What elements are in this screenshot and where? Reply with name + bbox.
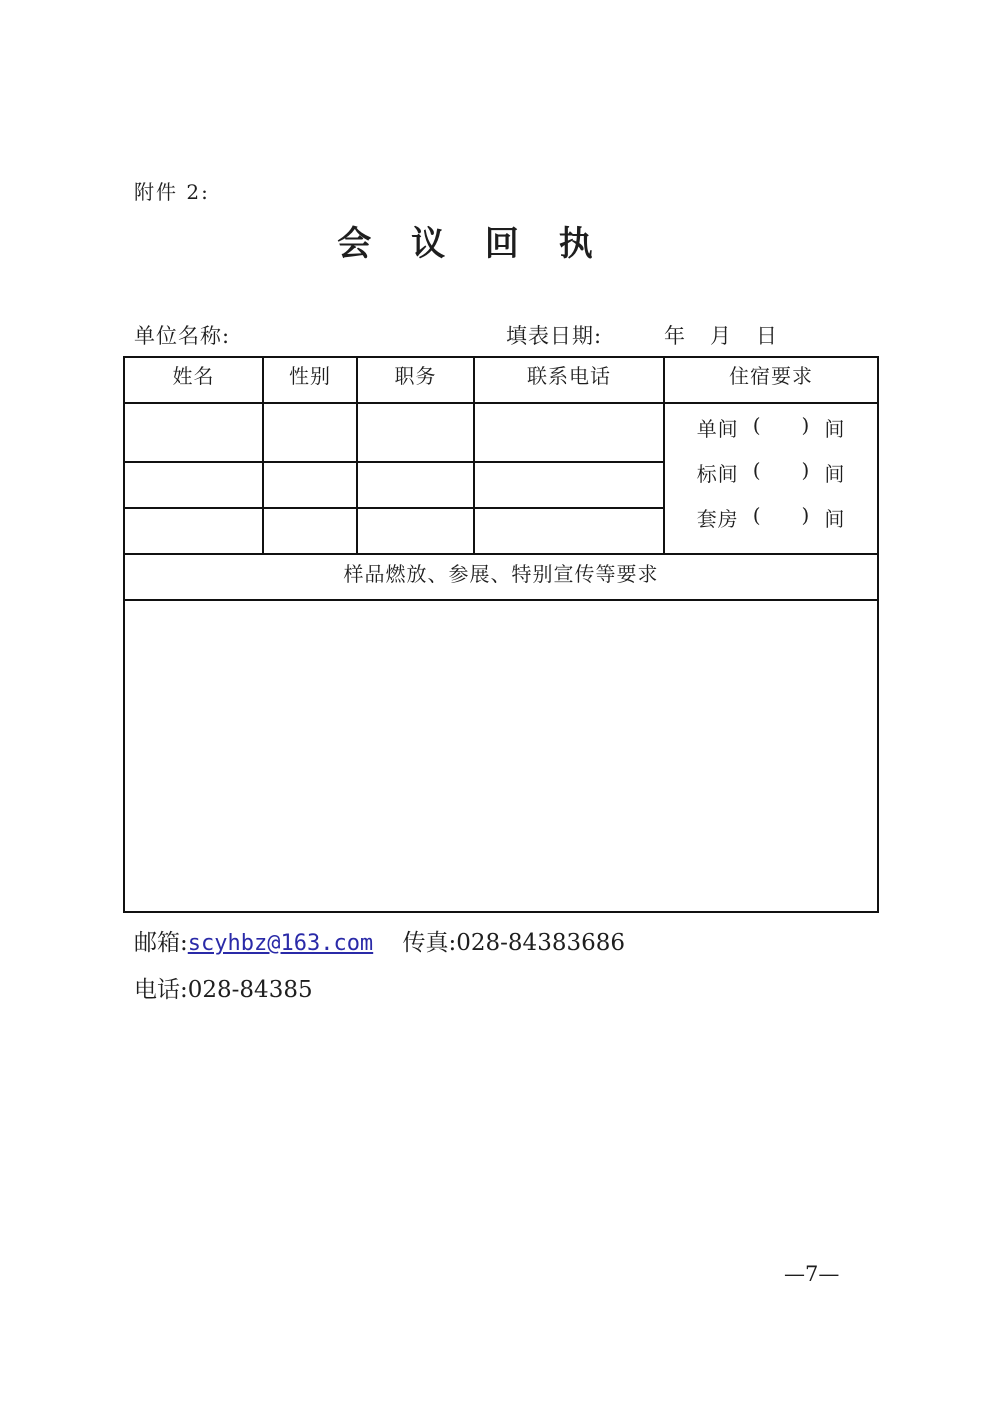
- room-open-paren: (: [752, 503, 762, 527]
- room-type-label: 标间: [696, 462, 739, 486]
- phone-input-cell[interactable]: [475, 509, 663, 553]
- phone-input-cell[interactable]: [475, 463, 663, 507]
- room-unit-label: 间: [824, 417, 846, 441]
- room-option-single[interactable]: [664, 413, 878, 442]
- gender-input-cell[interactable]: [264, 509, 356, 553]
- room-type-label: 套房: [696, 507, 739, 531]
- room-open-paren: (: [752, 413, 762, 437]
- table-border-top: [123, 356, 879, 358]
- header-name: 姓名: [172, 364, 215, 388]
- requirements-top-divider: [123, 553, 879, 555]
- phone-label: 电话:: [134, 977, 188, 1003]
- name-input-cell[interactable]: [125, 463, 262, 507]
- email-label: 邮箱:: [134, 930, 188, 956]
- page-title: 会 议 回 执: [337, 224, 607, 264]
- room-count-blank[interactable]: [776, 413, 788, 442]
- position-input-cell[interactable]: [358, 509, 473, 553]
- room-option-suite[interactable]: [664, 503, 878, 532]
- fill-date-label: 填表日期:: [506, 324, 603, 348]
- attachment-label: 附件 2:: [134, 180, 210, 204]
- gender-input-cell[interactable]: [264, 463, 356, 507]
- fax-number: 028-84383686: [456, 930, 625, 956]
- room-close-paren: ): [801, 413, 811, 437]
- header-accommodation: 住宿要求: [729, 364, 813, 388]
- phone-input-cell[interactable]: [475, 404, 663, 461]
- email-link[interactable]: scyhbz@163.com: [187, 931, 374, 956]
- gender-input-cell[interactable]: [264, 404, 356, 461]
- room-count-blank[interactable]: [776, 503, 788, 532]
- room-option-standard[interactable]: [664, 458, 878, 487]
- room-close-paren: ): [801, 458, 811, 482]
- unit-name-label: 单位名称:: [134, 324, 231, 348]
- name-input-cell[interactable]: [125, 509, 262, 553]
- room-unit-label: 间: [824, 462, 846, 486]
- name-input-cell[interactable]: [125, 404, 262, 461]
- page-number: —7—: [784, 1262, 840, 1286]
- header-gender: 性别: [289, 364, 331, 388]
- contact-email-fax-line: [134, 924, 625, 957]
- fax-label: 传真:: [402, 930, 457, 956]
- date-day-label: 日: [756, 324, 777, 348]
- date-month-label: 月: [710, 324, 731, 348]
- room-close-paren: ): [801, 503, 811, 527]
- room-unit-label: 间: [824, 507, 846, 531]
- requirements-input-area[interactable]: [125, 601, 877, 911]
- requirements-label: 样品燃放、参展、特别宣传等要求: [343, 562, 659, 586]
- table-border-bottom: [123, 911, 879, 913]
- room-open-paren: (: [752, 458, 762, 482]
- header-phone: 联系电话: [527, 364, 611, 388]
- position-input-cell[interactable]: [358, 404, 473, 461]
- room-count-blank[interactable]: [776, 458, 788, 487]
- phone-number: 028-84385: [187, 977, 313, 1003]
- contact-phone-line: [134, 971, 313, 1004]
- header-position: 职务: [394, 364, 437, 388]
- position-input-cell[interactable]: [358, 463, 473, 507]
- date-year-label: 年: [664, 324, 685, 348]
- room-type-label: 单间: [696, 417, 739, 441]
